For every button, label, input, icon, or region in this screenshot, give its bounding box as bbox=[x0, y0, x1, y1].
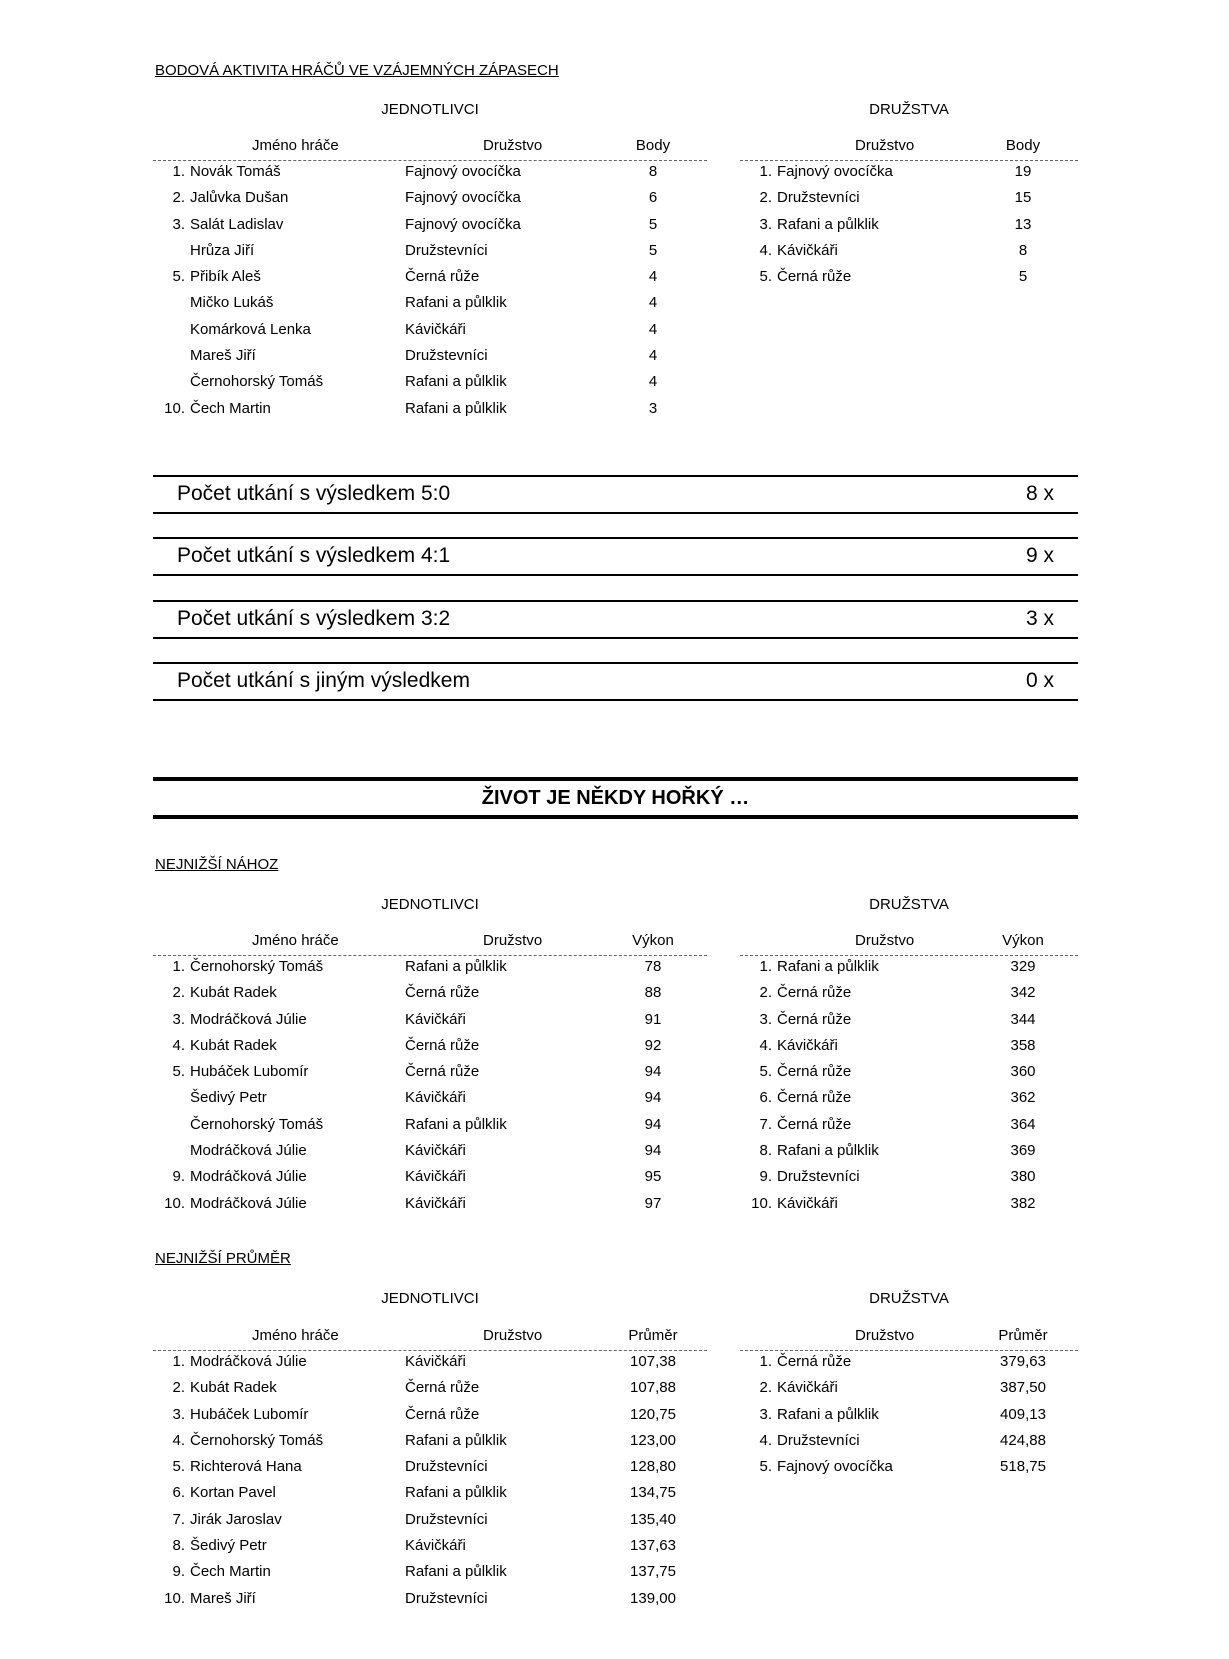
lowest-average-team-header-value: Průměr bbox=[998, 1327, 1048, 1344]
team-name: Fajnový ovocíčka bbox=[405, 189, 521, 207]
row-rank: 3. bbox=[759, 1405, 772, 1423]
player-name: Modráčková Júlie bbox=[190, 1010, 307, 1028]
row-rank: 6. bbox=[172, 1484, 185, 1502]
team-name: Fajnový ovocíčka bbox=[777, 1458, 893, 1476]
table-row bbox=[153, 400, 707, 426]
row-value: 329 bbox=[1010, 958, 1036, 975]
table-row bbox=[740, 1011, 1078, 1037]
team-name: Kávičkáři bbox=[405, 1537, 466, 1555]
table-row bbox=[153, 1063, 707, 1089]
lowest-average-teams-title: DRUŽSTVA bbox=[869, 1290, 949, 1307]
row-value: 94 bbox=[644, 1142, 662, 1160]
table-row bbox=[740, 1168, 1078, 1194]
row-value: 123,00 bbox=[630, 1431, 676, 1449]
player-name: Kortan Pavel bbox=[190, 1484, 276, 1502]
table-row bbox=[740, 1195, 1078, 1221]
player-name: Černohorský Tomáš bbox=[190, 373, 324, 391]
row-rank: 4. bbox=[759, 1036, 772, 1054]
row-value: 3 bbox=[648, 399, 658, 417]
player-name: Černohorský Tomáš bbox=[190, 1431, 324, 1449]
points-header-name: Jméno hráče bbox=[252, 137, 339, 154]
team-name: Rafani a půlklik bbox=[405, 1563, 507, 1581]
player-name: Kubát Radek bbox=[190, 1036, 277, 1054]
lowest-throw-teams-title: DRUŽSTVA bbox=[869, 896, 949, 913]
row-rank: 1. bbox=[759, 1353, 772, 1370]
table-row bbox=[153, 1511, 707, 1537]
row-value: 15 bbox=[1014, 189, 1032, 207]
result-row-other bbox=[153, 662, 1078, 701]
points-section-title: BODOVÁ AKTIVITA HRÁČŮ VE VZÁJEMNÝCH ZÁPASECH bbox=[155, 62, 559, 79]
row-rank: 5. bbox=[172, 268, 185, 286]
row-rank: 2. bbox=[172, 1379, 185, 1397]
player-name: Modráčková Júlie bbox=[190, 1194, 307, 1212]
result-count: 8 x bbox=[1025, 482, 1054, 505]
row-rank: 2. bbox=[172, 984, 185, 1002]
table-row bbox=[740, 958, 1078, 984]
row-rank: 7. bbox=[172, 1510, 185, 1528]
player-name: Přibík Aleš bbox=[190, 268, 261, 286]
row-value: 137,63 bbox=[630, 1537, 676, 1555]
result-row-3-2 bbox=[153, 600, 1078, 639]
row-value: 4 bbox=[648, 294, 658, 312]
row-rank: 2. bbox=[759, 1379, 772, 1397]
team-name: Černá růže bbox=[405, 1063, 480, 1081]
row-rank: 3. bbox=[759, 215, 772, 233]
player-name: Hrůza Jiří bbox=[190, 241, 255, 259]
row-rank: 5. bbox=[759, 1063, 772, 1081]
team-name: Černá růže bbox=[777, 1010, 852, 1028]
player-name: Čech Martin bbox=[190, 399, 271, 417]
team-name: Rafani a půlklik bbox=[777, 1142, 879, 1160]
row-value: 97 bbox=[644, 1194, 662, 1212]
row-rank: 9. bbox=[172, 1168, 185, 1186]
team-name: Rafani a půlklik bbox=[405, 1115, 507, 1133]
player-name: Šedivý Petr bbox=[190, 1537, 267, 1555]
points-team-header-value: Body bbox=[1005, 137, 1041, 154]
row-value: 518,75 bbox=[1000, 1458, 1046, 1476]
team-name: Kávičkáři bbox=[777, 1194, 838, 1212]
table-row bbox=[153, 373, 707, 399]
row-rank: 10. bbox=[164, 1589, 185, 1607]
table-row bbox=[740, 163, 1078, 189]
table-row bbox=[740, 984, 1078, 1010]
lowest-average-header-name: Jméno hráče bbox=[252, 1327, 339, 1344]
row-rank: 1. bbox=[172, 958, 185, 975]
player-name: Kubát Radek bbox=[190, 984, 277, 1002]
lowest-throw-header-name: Jméno hráče bbox=[252, 932, 339, 949]
team-name: Rafani a půlklik bbox=[405, 399, 507, 417]
row-value: 364 bbox=[1010, 1115, 1036, 1133]
row-rank: 4. bbox=[172, 1431, 185, 1449]
player-name: Šedivý Petr bbox=[190, 1089, 267, 1107]
row-value: 387,50 bbox=[1000, 1379, 1046, 1397]
table-row bbox=[740, 1432, 1078, 1458]
lowest-average-team-header-team: Družstvo bbox=[855, 1327, 915, 1344]
player-name: Salát Ladislav bbox=[190, 215, 284, 233]
row-value: 120,75 bbox=[630, 1405, 676, 1423]
team-name: Černá růže bbox=[405, 1405, 480, 1423]
table-row bbox=[153, 1537, 707, 1563]
lowest-throw-section-title: NEJNIŽŠÍ NÁHOZ bbox=[155, 856, 279, 873]
player-name: Komárková Lenka bbox=[190, 320, 311, 338]
table-row bbox=[740, 189, 1078, 215]
table-row bbox=[153, 1484, 707, 1510]
row-value: 92 bbox=[644, 1036, 662, 1054]
result-row-4-1 bbox=[153, 537, 1078, 576]
row-rank: 1. bbox=[172, 163, 185, 180]
table-row bbox=[740, 1379, 1078, 1405]
table-row bbox=[153, 216, 707, 242]
team-name: Družstevníci bbox=[405, 347, 488, 365]
lowest-throw-individuals-list bbox=[153, 958, 707, 1221]
row-rank: 10. bbox=[751, 1194, 772, 1212]
row-value: 424,88 bbox=[1000, 1431, 1046, 1449]
row-value: 8 bbox=[1018, 241, 1028, 259]
player-name: Mičko Lukáš bbox=[190, 294, 274, 312]
result-label: Počet utkání s jiným výsledkem bbox=[177, 669, 470, 692]
row-value: 91 bbox=[644, 1010, 662, 1028]
row-rank: 6. bbox=[759, 1089, 772, 1107]
row-value: 88 bbox=[644, 984, 662, 1002]
player-name: Hubáček Lubomír bbox=[190, 1405, 309, 1423]
row-value: 134,75 bbox=[630, 1484, 676, 1502]
row-value: 4 bbox=[648, 373, 658, 391]
row-value: 382 bbox=[1010, 1194, 1036, 1212]
lowest-average-individuals-list bbox=[153, 1353, 707, 1616]
row-value: 380 bbox=[1010, 1168, 1036, 1186]
team-name: Kávičkáři bbox=[405, 1089, 466, 1107]
team-name: Rafani a půlklik bbox=[405, 294, 507, 312]
row-rank: 7. bbox=[759, 1115, 772, 1133]
table-row bbox=[153, 984, 707, 1010]
team-name: Kávičkáři bbox=[405, 1353, 466, 1370]
lowest-average-header-value: Průměr bbox=[628, 1327, 678, 1344]
lowest-average-individuals-rule bbox=[153, 1350, 707, 1351]
team-name: Družstevníci bbox=[777, 1168, 860, 1186]
table-row bbox=[153, 1563, 707, 1589]
table-row bbox=[740, 1116, 1078, 1142]
team-name: Rafani a půlklik bbox=[405, 958, 507, 975]
lowest-average-teams-list bbox=[740, 1353, 1078, 1484]
player-name: Čech Martin bbox=[190, 1563, 271, 1581]
table-row bbox=[153, 1037, 707, 1063]
team-name: Rafani a půlklik bbox=[777, 958, 879, 975]
row-value: 409,13 bbox=[1000, 1405, 1046, 1423]
lowest-throw-header-team: Družstvo bbox=[483, 932, 543, 949]
row-rank: 10. bbox=[164, 399, 185, 417]
table-row bbox=[740, 1406, 1078, 1432]
points-individuals-title: JEDNOTLIVCI bbox=[381, 101, 479, 118]
row-rank: 10. bbox=[164, 1194, 185, 1212]
table-row bbox=[740, 1458, 1078, 1484]
row-value: 360 bbox=[1010, 1063, 1036, 1081]
table-row bbox=[153, 1195, 707, 1221]
row-rank: 8. bbox=[759, 1142, 772, 1160]
player-name: Mareš Jiří bbox=[190, 347, 256, 365]
team-name: Družstevníci bbox=[405, 241, 488, 259]
table-row bbox=[740, 268, 1078, 294]
team-name: Družstevníci bbox=[777, 189, 860, 207]
team-name: Černá růže bbox=[777, 984, 852, 1002]
player-name: Novák Tomáš bbox=[190, 163, 281, 180]
player-name: Jalůvka Dušan bbox=[190, 189, 289, 207]
team-name: Rafani a půlklik bbox=[405, 1484, 507, 1502]
table-row bbox=[153, 163, 707, 189]
result-label: Počet utkání s výsledkem 5:0 bbox=[177, 482, 451, 505]
table-row bbox=[740, 1063, 1078, 1089]
row-rank: 2. bbox=[759, 189, 772, 207]
table-row bbox=[740, 1089, 1078, 1115]
table-row bbox=[153, 1432, 707, 1458]
row-rank: 1. bbox=[172, 1353, 185, 1370]
team-name: Fajnový ovocíčka bbox=[405, 163, 521, 180]
points-teams-list bbox=[740, 163, 1078, 294]
team-name: Rafani a půlklik bbox=[405, 373, 507, 391]
result-row-5-0 bbox=[153, 475, 1078, 514]
row-value: 95 bbox=[644, 1168, 662, 1186]
row-rank: 3. bbox=[759, 1010, 772, 1028]
points-individuals-list bbox=[153, 163, 707, 426]
row-rank: 2. bbox=[172, 189, 185, 207]
lowest-average-header-team: Družstvo bbox=[483, 1327, 543, 1344]
points-header-team: Družstvo bbox=[483, 137, 543, 154]
row-rank: 5. bbox=[172, 1063, 185, 1081]
team-name: Černá růže bbox=[777, 268, 852, 286]
player-name: Jirák Jaroslav bbox=[190, 1510, 282, 1528]
team-name: Černá růže bbox=[405, 268, 480, 286]
points-teams-rule bbox=[740, 160, 1078, 161]
points-teams-title: DRUŽSTVA bbox=[869, 101, 949, 118]
table-row bbox=[153, 268, 707, 294]
row-rank: 8. bbox=[172, 1537, 185, 1555]
lowest-throw-teams-rule bbox=[740, 955, 1078, 956]
lowest-throw-individuals-title: JEDNOTLIVCI bbox=[381, 896, 479, 913]
row-rank: 1. bbox=[759, 163, 772, 180]
row-value: 107,38 bbox=[630, 1353, 676, 1370]
player-name: Hubáček Lubomír bbox=[190, 1063, 309, 1081]
team-name: Fajnový ovocíčka bbox=[777, 163, 893, 180]
team-name: Černá růže bbox=[777, 1063, 852, 1081]
result-label: Počet utkání s výsledkem 3:2 bbox=[177, 607, 451, 630]
team-name: Kávičkáři bbox=[777, 1036, 838, 1054]
row-value: 135,40 bbox=[630, 1510, 676, 1528]
lowest-average-section-title: NEJNIŽŠÍ PRŮMĚR bbox=[155, 1250, 291, 1267]
table-row bbox=[740, 1142, 1078, 1168]
row-value: 369 bbox=[1010, 1142, 1036, 1160]
row-value: 5 bbox=[648, 215, 658, 233]
row-value: 139,00 bbox=[630, 1589, 676, 1607]
points-individuals-rule bbox=[153, 160, 707, 161]
lowest-throw-team-header-team: Družstvo bbox=[855, 932, 915, 949]
lowest-average-individuals-title: JEDNOTLIVCI bbox=[381, 1290, 479, 1307]
team-name: Družstevníci bbox=[777, 1431, 860, 1449]
player-name: Černohorský Tomáš bbox=[190, 1115, 324, 1133]
row-rank: 9. bbox=[172, 1563, 185, 1581]
row-rank: 9. bbox=[759, 1168, 772, 1186]
row-value: 4 bbox=[648, 347, 658, 365]
table-row bbox=[153, 321, 707, 347]
row-value: 358 bbox=[1010, 1036, 1036, 1054]
team-name: Černá růže bbox=[405, 1379, 480, 1397]
points-header-value: Body bbox=[635, 137, 671, 154]
table-row bbox=[153, 1590, 707, 1616]
team-name: Černá růže bbox=[777, 1115, 852, 1133]
row-value: 4 bbox=[648, 268, 658, 286]
row-rank: 5. bbox=[759, 1458, 772, 1476]
player-name: Modráčková Júlie bbox=[190, 1353, 307, 1370]
row-value: 128,80 bbox=[630, 1458, 676, 1476]
row-value: 4 bbox=[648, 320, 658, 338]
team-name: Kávičkáři bbox=[405, 1168, 466, 1186]
lowest-throw-teams-list bbox=[740, 958, 1078, 1221]
result-count: 9 x bbox=[1025, 544, 1054, 567]
team-name: Kávičkáři bbox=[405, 1142, 466, 1160]
player-name: Modráčková Júlie bbox=[190, 1168, 307, 1186]
lowest-throw-team-header-value: Výkon bbox=[1002, 932, 1044, 949]
row-value: 94 bbox=[644, 1063, 662, 1081]
row-value: 13 bbox=[1014, 215, 1032, 233]
row-rank: 2. bbox=[759, 984, 772, 1002]
team-name: Družstevníci bbox=[405, 1510, 488, 1528]
row-rank: 4. bbox=[172, 1036, 185, 1054]
table-row bbox=[153, 1458, 707, 1484]
team-name: Černá růže bbox=[777, 1353, 852, 1370]
lowest-throw-individuals-rule bbox=[153, 955, 707, 956]
row-rank: 3. bbox=[172, 1405, 185, 1423]
player-name: Kubát Radek bbox=[190, 1379, 277, 1397]
table-row bbox=[153, 1116, 707, 1142]
player-name: Mareš Jiří bbox=[190, 1589, 256, 1607]
player-name: Modráčková Júlie bbox=[190, 1142, 307, 1160]
row-rank: 3. bbox=[172, 1010, 185, 1028]
row-rank: 4. bbox=[759, 1431, 772, 1449]
result-label: Počet utkání s výsledkem 4:1 bbox=[177, 544, 451, 567]
row-value: 107,88 bbox=[630, 1379, 676, 1397]
row-value: 5 bbox=[648, 241, 658, 259]
result-count: 0 x bbox=[1025, 669, 1054, 692]
table-row bbox=[153, 1406, 707, 1432]
row-value: 342 bbox=[1010, 984, 1036, 1002]
table-row bbox=[153, 1379, 707, 1405]
row-value: 5 bbox=[1018, 268, 1028, 286]
row-value: 379,63 bbox=[1000, 1353, 1046, 1370]
row-rank: 5. bbox=[759, 268, 772, 286]
row-rank: 1. bbox=[759, 958, 772, 975]
row-value: 137,75 bbox=[630, 1563, 676, 1581]
table-row bbox=[153, 294, 707, 320]
team-name: Fajnový ovocíčka bbox=[405, 215, 521, 233]
table-row bbox=[153, 958, 707, 984]
row-value: 6 bbox=[648, 189, 658, 207]
team-name: Rafani a půlklik bbox=[405, 1431, 507, 1449]
row-value: 78 bbox=[644, 958, 662, 975]
player-name: Černohorský Tomáš bbox=[190, 958, 324, 975]
team-name: Kávičkáři bbox=[777, 241, 838, 259]
team-name: Černá růže bbox=[405, 1036, 480, 1054]
table-row bbox=[153, 1142, 707, 1168]
table-row bbox=[740, 242, 1078, 268]
row-value: 344 bbox=[1010, 1010, 1036, 1028]
table-row bbox=[153, 1353, 707, 1379]
player-name: Richterová Hana bbox=[190, 1458, 302, 1476]
table-row bbox=[740, 216, 1078, 242]
row-value: 19 bbox=[1014, 163, 1032, 180]
row-value: 94 bbox=[644, 1089, 662, 1107]
team-name: Kávičkáři bbox=[405, 320, 466, 338]
row-rank: 3. bbox=[172, 215, 185, 233]
team-name: Kávičkáři bbox=[405, 1010, 466, 1028]
row-value: 8 bbox=[648, 163, 658, 180]
table-row bbox=[740, 1353, 1078, 1379]
team-name: Černá růže bbox=[405, 984, 480, 1002]
team-name: Kávičkáři bbox=[405, 1194, 466, 1212]
table-row bbox=[153, 347, 707, 373]
section-banner: ŽIVOT JE NĚKDY HOŘKÝ … bbox=[153, 777, 1078, 819]
table-row bbox=[153, 242, 707, 268]
team-name: Rafani a půlklik bbox=[777, 1405, 879, 1423]
team-name: Kávičkáři bbox=[777, 1379, 838, 1397]
table-row bbox=[153, 1011, 707, 1037]
result-count: 3 x bbox=[1025, 607, 1054, 630]
row-rank: 5. bbox=[172, 1458, 185, 1476]
team-name: Černá růže bbox=[777, 1089, 852, 1107]
team-name: Družstevníci bbox=[405, 1589, 488, 1607]
team-name: Rafani a půlklik bbox=[777, 215, 879, 233]
row-value: 362 bbox=[1010, 1089, 1036, 1107]
lowest-throw-header-value: Výkon bbox=[632, 932, 674, 949]
table-row bbox=[740, 1037, 1078, 1063]
row-value: 94 bbox=[644, 1115, 662, 1133]
table-row bbox=[153, 189, 707, 215]
table-row bbox=[153, 1168, 707, 1194]
table-row bbox=[153, 1089, 707, 1115]
points-team-header-team: Družstvo bbox=[855, 137, 915, 154]
lowest-average-teams-rule bbox=[740, 1350, 1078, 1351]
team-name: Družstevníci bbox=[405, 1458, 488, 1476]
row-rank: 4. bbox=[759, 241, 772, 259]
